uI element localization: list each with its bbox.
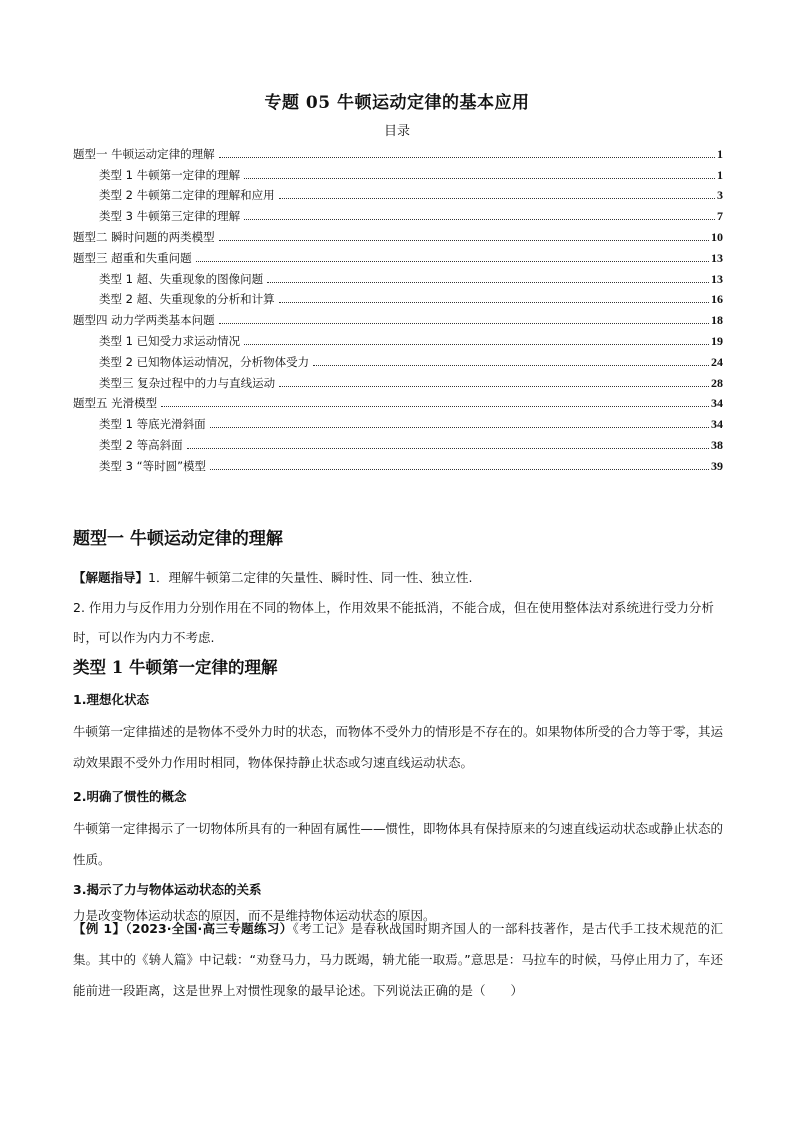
toc-leader-dots xyxy=(244,219,715,220)
point-title: 1.理想化状态 xyxy=(73,692,149,707)
toc-leader-dots xyxy=(219,323,709,324)
toc-entry-page: 19 xyxy=(711,333,723,348)
toc-entry-page: 34 xyxy=(711,417,723,432)
toc-entry-label: 类型三 复杂过程中的力与直线运动 xyxy=(99,375,276,390)
subsection-heading: 类型 1 牛顿第一定律的理解 xyxy=(73,658,278,677)
toc-entry-label: 类型 1 牛顿第一定律的理解 xyxy=(99,167,241,182)
toc-leader-dots xyxy=(313,365,709,366)
toc-entry-label: 类型 2 超、失重现象的分析和计算 xyxy=(99,292,275,307)
toc-entry-page: 10 xyxy=(711,229,723,244)
guide-line-1 xyxy=(73,563,723,593)
toc-entry-label: 类型 1 超、失重现象的图像问题 xyxy=(99,271,264,286)
toc-leader-dots xyxy=(267,282,709,283)
toc-entry-label: 题型五 光滑模型 xyxy=(73,396,158,411)
toc-entry[interactable] xyxy=(73,223,723,244)
point-inertia xyxy=(73,787,723,875)
toc-entry[interactable] xyxy=(73,286,723,307)
toc-entry[interactable] xyxy=(73,348,723,369)
toc-entry[interactable] xyxy=(73,306,723,327)
toc-entry-page: 39 xyxy=(711,458,723,473)
toc-leader-dots xyxy=(279,198,715,199)
document-title: 专题 05 牛顿运动定律的基本应用 xyxy=(264,93,530,113)
solving-guide xyxy=(73,563,723,653)
toc-entry-label: 类型 1 已知受力求运动情况 xyxy=(99,333,241,348)
toc-leader-dots xyxy=(219,240,709,241)
toc-entry-page: 13 xyxy=(711,250,723,265)
toc-leader-dots xyxy=(210,427,709,428)
toc-entry-page: 3 xyxy=(717,188,723,203)
toc-leader-dots xyxy=(279,386,709,387)
toc-entry-label: 类型 1 等底光滑斜面 xyxy=(99,417,206,432)
toc-entry-page: 1 xyxy=(717,167,723,182)
toc-entry[interactable] xyxy=(73,161,723,182)
example-label: 【例 1】（2023·全国·高三专题练习） xyxy=(73,921,293,936)
toc-heading: 目录 xyxy=(383,124,410,139)
toc-leader-dots xyxy=(161,406,709,407)
toc-leader-dots xyxy=(279,302,709,303)
toc-leader-dots xyxy=(210,469,709,470)
toc-entry-page: 13 xyxy=(711,271,723,286)
point-title: 2.明确了惯性的概念 xyxy=(73,789,187,804)
toc-entry[interactable] xyxy=(73,244,723,265)
toc-entry-page: 34 xyxy=(711,396,723,411)
toc-entry-label: 题型二 瞬时问题的两类模型 xyxy=(73,229,215,244)
toc-entry-page: 1 xyxy=(717,146,723,161)
point-ideal-state xyxy=(73,690,723,778)
toc-entry-label: 类型 3 “等时圆”模型 xyxy=(99,458,207,473)
toc-leader-dots xyxy=(187,448,709,449)
toc-leader-dots xyxy=(244,178,715,179)
guide-text-2: 2. 作用力与反作用力分别作用在不同的物体上，作用效果不能抵消，不能合成，但在使用整体法对系统进行受力分析时，可以作为内力不考虑. xyxy=(73,600,714,645)
toc-entry-label: 题型三 超重和失重问题 xyxy=(73,250,192,265)
toc-leader-dots xyxy=(219,157,715,158)
toc-entry[interactable] xyxy=(73,202,723,223)
toc-entry-label: 类型 3 牛顿第三定律的理解 xyxy=(99,209,241,224)
point-text: 牛顿第一定律描述的是物体不受外力时的状态，而物体不受外力的情形是不存在的。如果物体所受的合力等于零，其运动效果跟不受外力作用时相同，物体保持静止状态或匀速直线运动状态。 xyxy=(73,724,724,770)
toc-entry[interactable] xyxy=(73,182,723,203)
section-heading: 题型一 牛顿运动定律的理解 xyxy=(73,529,283,549)
toc-entry-page: 24 xyxy=(711,354,723,369)
toc-entry[interactable] xyxy=(73,327,723,348)
example-text: 《考工记》是春秋战国时期齐国人的一部科技著作，是古代手工技术规范的汇集。其中的《辀人篇》中记载：“劝登马力，马力既竭，辀尤能一取焉。”意思是：马拉车的时候，马停止用力了，车还能前进一段距离，这是世界上对惯性现象的最早论述。下列说法正确的是（ ） xyxy=(73,921,723,998)
toc-entry[interactable] xyxy=(73,431,723,452)
point-title: 3.揭示了力与物体运动状态的关系 xyxy=(73,882,262,897)
toc-entry-page: 16 xyxy=(711,292,723,307)
toc-entry[interactable] xyxy=(73,390,723,411)
toc-entry[interactable] xyxy=(73,265,723,286)
toc-entry-label: 类型 2 等高斜面 xyxy=(99,437,183,452)
point-text: 力是改变物体运动状态的原因，而不是维持物体运动状态的原因。 xyxy=(73,908,436,923)
guide-text-1: 1．理解牛顿第二定律的矢量性、瞬时性、同一性、独立性. xyxy=(148,570,473,585)
toc-entry-page: 28 xyxy=(711,375,723,390)
toc-entry-label: 类型 2 已知物体运动情况，分析物体受力 xyxy=(99,354,310,369)
toc-entry[interactable] xyxy=(73,140,723,161)
point-text: 牛顿第一定律揭示了一切物体所具有的一种固有属性——惯性，即物体具有保持原来的匀速直线运动状态或静止状态的性质。 xyxy=(73,821,724,867)
toc-entry[interactable] xyxy=(73,369,723,390)
toc-entry-label: 类型 2 牛顿第二定律的理解和应用 xyxy=(99,188,275,203)
toc-leader-dots xyxy=(196,261,709,262)
toc-entry[interactable] xyxy=(73,452,723,473)
guide-label: 【解题指导】 xyxy=(73,570,149,585)
toc-entry-label: 题型一 牛顿运动定律的理解 xyxy=(73,146,215,161)
toc-entry[interactable] xyxy=(73,410,723,431)
toc-leader-dots xyxy=(244,344,709,345)
example-1 xyxy=(73,913,723,1006)
toc-entry-page: 18 xyxy=(711,313,723,328)
table-of-contents xyxy=(73,140,723,473)
toc-entry-label: 题型四 动力学两类基本问题 xyxy=(73,313,215,328)
toc-entry-page: 7 xyxy=(717,209,723,224)
toc-entry-page: 38 xyxy=(711,437,723,452)
